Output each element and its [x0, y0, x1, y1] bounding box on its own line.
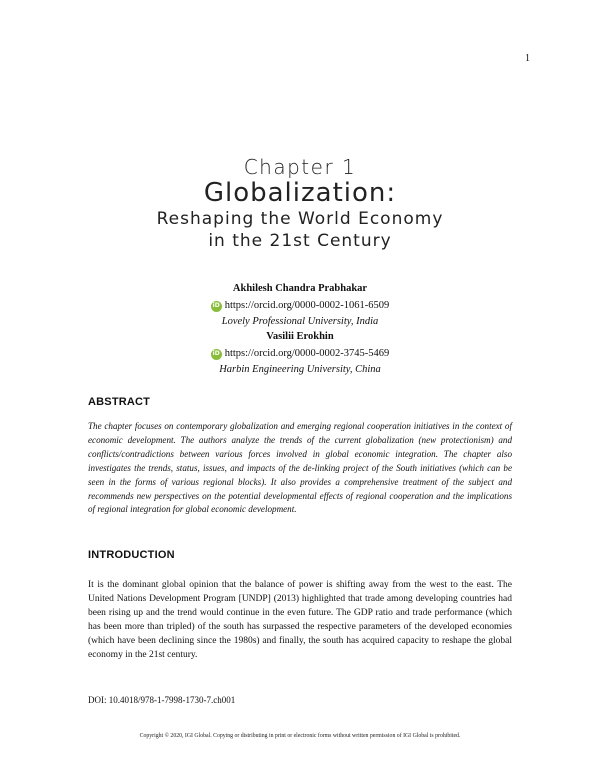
subtitle-line-2: in the 21st Century	[208, 231, 392, 251]
abstract-text: The chapter focuses on contemporary globalization and emerging regional cooperation initiatives in the context of economic development. The authors analyze the trends of the current globalization (new protectionism) and conflicts/contradictions between various forces involved in global economic integration. The chapter also investigates the trends, status, issues, and impacts of the de-linking project of the South initiatives (which can be seen in the forms of various regional blocks). It also provides a comprehensive treatment of the subject and recommends new perspectives on the potential developmental effects of regional cooperation and the implications of regional integration for global economic development.	[88, 421, 512, 515]
chapter-label: Chapter 1	[243, 155, 357, 179]
doi: DOI: 10.4018/978-1-7998-1730-7.ch001	[88, 695, 236, 705]
abstract-heading: ABSTRACT	[88, 396, 151, 408]
orcid-icon: iD	[211, 349, 222, 360]
introduction-text: It is the dominant global opinion that the balance of power is shifting away from the west to the east. The United Nations Development Program [UNDP] (2013) highlighted that trade among developing countries had been rising up and the trend would continue in the even future. The GDP ratio and trade performance (which has been more than tripled) of the south has surpassed the respective parameters of the developed economies (which have been declining since the 1980s) and finally, the south has acquired capacity to reshape the global economy in the 21st century.	[88, 580, 512, 660]
author-block-2	[0, 329, 600, 378]
subtitle-line-1: Reshaping the World Economy	[156, 209, 444, 229]
author-affiliation: Harbin Engineering University, China	[219, 364, 381, 375]
orcid-icon: iD	[211, 301, 222, 312]
author-name: Akhilesh Chandra Prabhakar	[232, 283, 368, 294]
orcid-link[interactable]	[211, 346, 390, 362]
orcid-url[interactable]: https://orcid.org/0000-0002-3745-5469	[224, 348, 390, 359]
author-name: Vasilii Erokhin	[266, 331, 334, 342]
author-affiliation: Lovely Professional University, India	[221, 316, 379, 327]
page-number: 1	[525, 53, 530, 64]
author-block-1	[0, 281, 600, 330]
orcid-url[interactable]: https://orcid.org/0000-0002-1061-6509	[224, 300, 390, 311]
orcid-link[interactable]	[211, 298, 390, 314]
introduction-heading: INTRODUCTION	[88, 549, 175, 561]
chapter-subtitle	[0, 208, 600, 252]
chapter-title: Globalization:	[203, 178, 397, 208]
copyright-notice: Copyright © 2020, IGI Global. Copying or distributing in print or electronic forms without written permission of IGI Global is prohibited.	[139, 733, 461, 739]
